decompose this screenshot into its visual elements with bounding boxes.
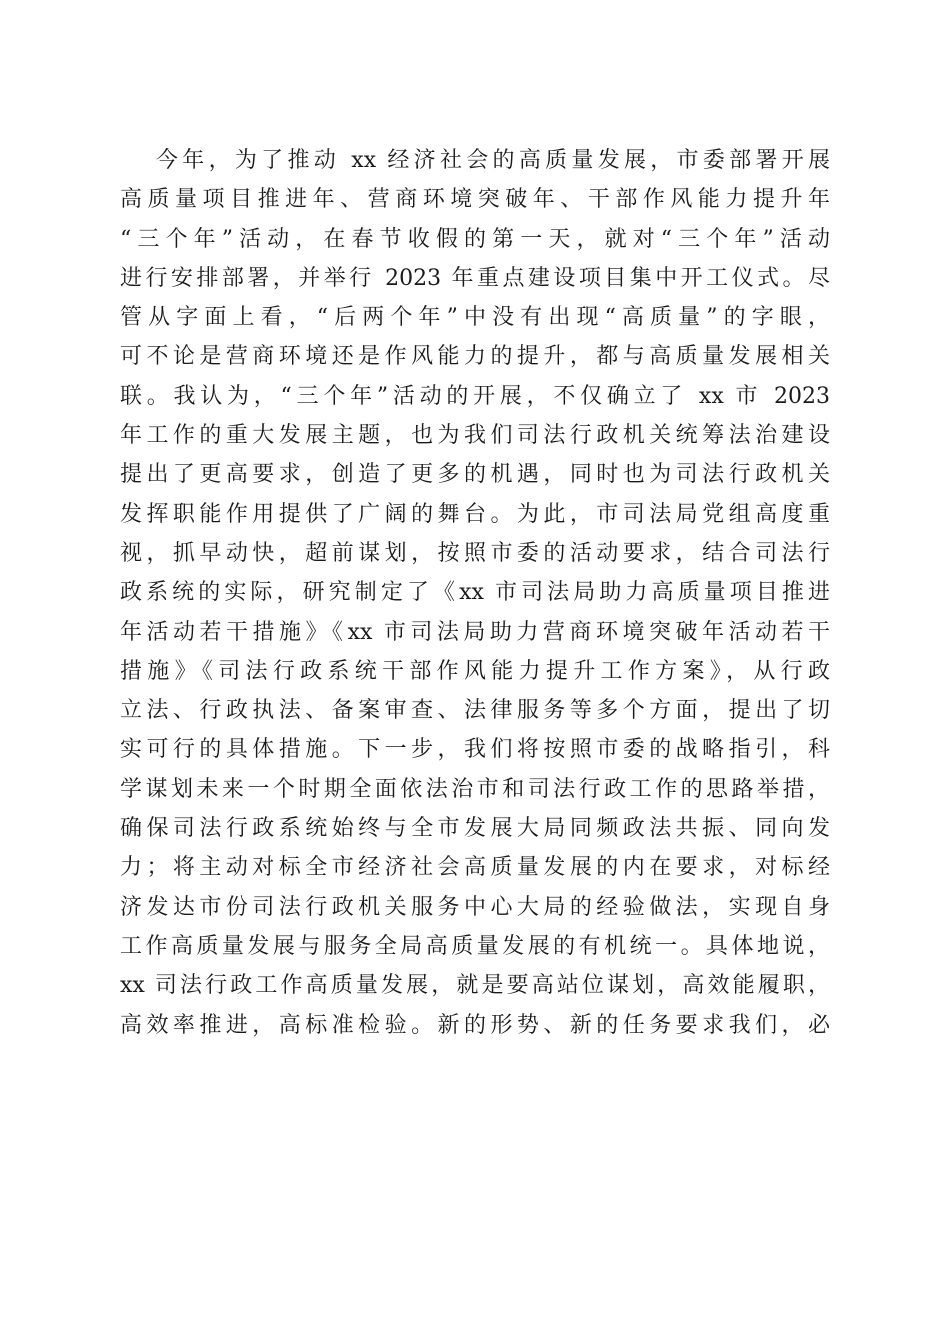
paragraph-line-16: 实可行的具体措施。下一步，我们将按照市委的战略指引，科 [120, 737, 830, 763]
paragraph-line-15: 立法、行政执法、备案审查、法律服务等多个方面，提出了切 [120, 698, 830, 724]
paragraph-line-10: 发挥职能作用提供了广阔的舞台。为此，市司法局党组高度重 [120, 501, 830, 527]
paragraph-line-12: 政系统的实际，研究制定了《xx 市司法局助力高质量项目推进 [120, 580, 830, 606]
body-paragraph [120, 141, 830, 1045]
paragraph-line-4: 进行安排部署，并举行 2023 年重点建设项目集中开工仪式。尽 [120, 265, 830, 291]
paragraph-line-21: 工作高质量发展与服务全局高质量发展的有机统一。具体地说， [120, 933, 830, 959]
paragraph-line-23: 高效率推进，高标准检验。新的形势、新的任务要求我们，必 [120, 1012, 830, 1038]
paragraph-line-11: 视，抓早动快，超前谋划，按照市委的活动要求，结合司法行 [120, 540, 830, 566]
paragraph-line-22: xx 司法行政工作高质量发展，就是要高站位谋划，高效能履职， [120, 973, 830, 999]
paragraph-line-1: 今年，为了推动 xx 经济社会的高质量发展，市委部署开展 [156, 148, 830, 173]
paragraph-line-8: 年工作的重大发展主题，也为我们司法行政机关统筹法治建设 [120, 423, 830, 449]
paragraph-line-5: 管从字面上看，“后两个年”中没有出现“高质量”的字眼， [120, 305, 830, 331]
paragraph-line-14: 措施》《司法行政系统干部作风能力提升工作方案》，从行政 [120, 658, 830, 684]
paragraph-line-2: 高质量项目推进年、营商环境突破年、干部作风能力提升年 [120, 187, 830, 213]
paragraph-line-9: 提出了更高要求，创造了更多的机遇，同时也为司法行政机关 [120, 462, 830, 488]
paragraph-line-17: 学谋划未来一个时期全面依法治市和司法行政工作的思路举措， [120, 776, 830, 802]
paragraph-line-20: 济发达市份司法行政机关服务中心大局的经验做法，实现自身 [120, 894, 830, 920]
paragraph-line-13: 年活动若干措施》《xx 市司法局助力营商环境突破年活动若干 [120, 619, 830, 645]
paragraph-line-19: 力；将主动对标全市经济社会高质量发展的内在要求，对标经 [120, 855, 830, 881]
paragraph-line-6: 可不论是营商环境还是作风能力的提升，都与高质量发展相关 [120, 344, 830, 370]
paragraph-line-3: “三个年”活动，在春节收假的第一天，就对“三个年”活动 [120, 226, 830, 252]
paragraph-line-18: 确保司法行政系统始终与全市发展大局同频政法共振、同向发 [120, 816, 830, 842]
paragraph-line-7: 联。我认为，“三个年”活动的开展，不仅确立了 xx 市 2023 [120, 383, 830, 409]
